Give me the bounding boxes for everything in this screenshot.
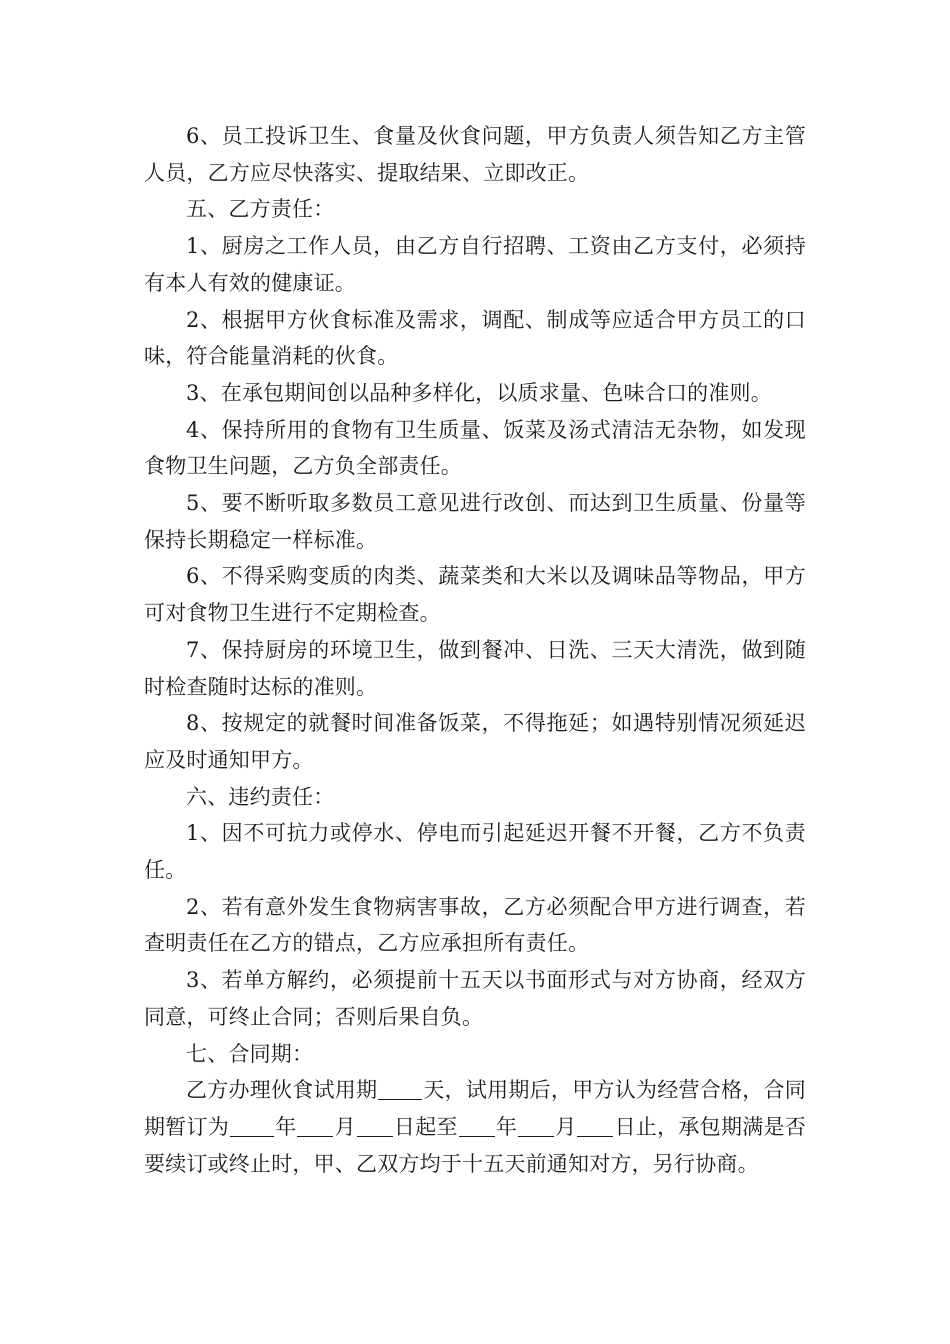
clause-b8-meal-time: 8、按规定的就餐时间准备饭菜，不得拖延；如遇特别情况须延迟应及时通知甲方。 [144, 711, 806, 772]
clause-a6-complaints: 6、员工投诉卫生、食量及伙食问题，甲方负责人须告知乙方主管人员，乙方应尽快落实、提取结果、立即改正。 [144, 124, 806, 185]
term-year-2: 年 [495, 1114, 518, 1139]
blank-trial-days[interactable] [378, 1077, 422, 1100]
term-month-1: 月 [334, 1114, 356, 1139]
clause-b2-menu: 2、根据甲方伙食标准及需求，调配、制成等应适合甲方员工的口味，符合能量消耗的伙食。 [144, 307, 806, 369]
term-text-2: 天，试用期后，甲方认为经营合格，合同期暂订为 [144, 1078, 806, 1139]
term-year-1: 年 [275, 1114, 297, 1139]
section-heading-term: 七、合同期： [186, 1041, 314, 1066]
document-body [144, 118, 806, 1182]
blank-end-month[interactable] [518, 1114, 554, 1137]
blank-end-year[interactable] [459, 1114, 495, 1137]
term-text-1: 乙方办理伙食试用期 [186, 1078, 378, 1103]
clause-b1-staff: 1、厨房之工作人员，由乙方自行招聘、工资由乙方支付，必须持有本人有效的健康证。 [144, 234, 806, 295]
term-month-2: 月 [555, 1114, 577, 1139]
clause-c2-accident: 2、若有意外发生食物病害事故，乙方必须配合甲方进行调查，若查明责任在乙方的错点，乙方应承担所有责任。 [144, 894, 806, 956]
clause-b3-variety: 3、在承包期间创以品种多样化，以质求量、色味合口的准则。 [186, 380, 772, 405]
blank-start-year[interactable] [230, 1114, 274, 1137]
clause-b6-purchasing: 6、不得采购变质的肉类、蔬菜类和大米以及调味品等物品，甲方可对食物卫生进行不定期检查。 [144, 564, 806, 626]
section-heading-party-b: 五、乙方责任： [186, 197, 335, 222]
clause-c1-force-majeure: 1、因不可抗力或停水、停电而引起延迟开餐不开餐，乙方不负责任。 [144, 821, 806, 883]
clause-term-period [144, 1072, 806, 1182]
term-day-1: 日起至 [393, 1114, 458, 1139]
blank-end-day[interactable] [577, 1114, 613, 1137]
blank-start-month[interactable] [297, 1114, 333, 1137]
clause-b7-kitchen: 7、保持厨房的环境卫生，做到餐冲、日洗、三天大清洗，做到随时检查随时达标的准则。 [144, 637, 806, 699]
blank-start-day[interactable] [357, 1114, 393, 1137]
clause-b5-feedback: 5、要不断听取多数员工意见进行改创、而达到卫生质量、份量等保持长期稳定一样标准。 [144, 491, 806, 552]
clause-b4-hygiene: 4、保持所用的食物有卫生质量、饭菜及汤式清洁无杂物，如发现食物卫生问题，乙方负全部责任。 [144, 417, 806, 479]
section-heading-breach: 六、违约责任： [186, 784, 335, 809]
term-day-2: 日止，承包期满是否要续订或终止时，甲、乙双方均于十五天前通知对方，另行协商。 [144, 1114, 806, 1176]
clause-c3-termination: 3、若单方解约，必须提前十五天以书面形式与对方协商，经双方同意，可终止合同；否则后果自负。 [144, 968, 806, 1029]
